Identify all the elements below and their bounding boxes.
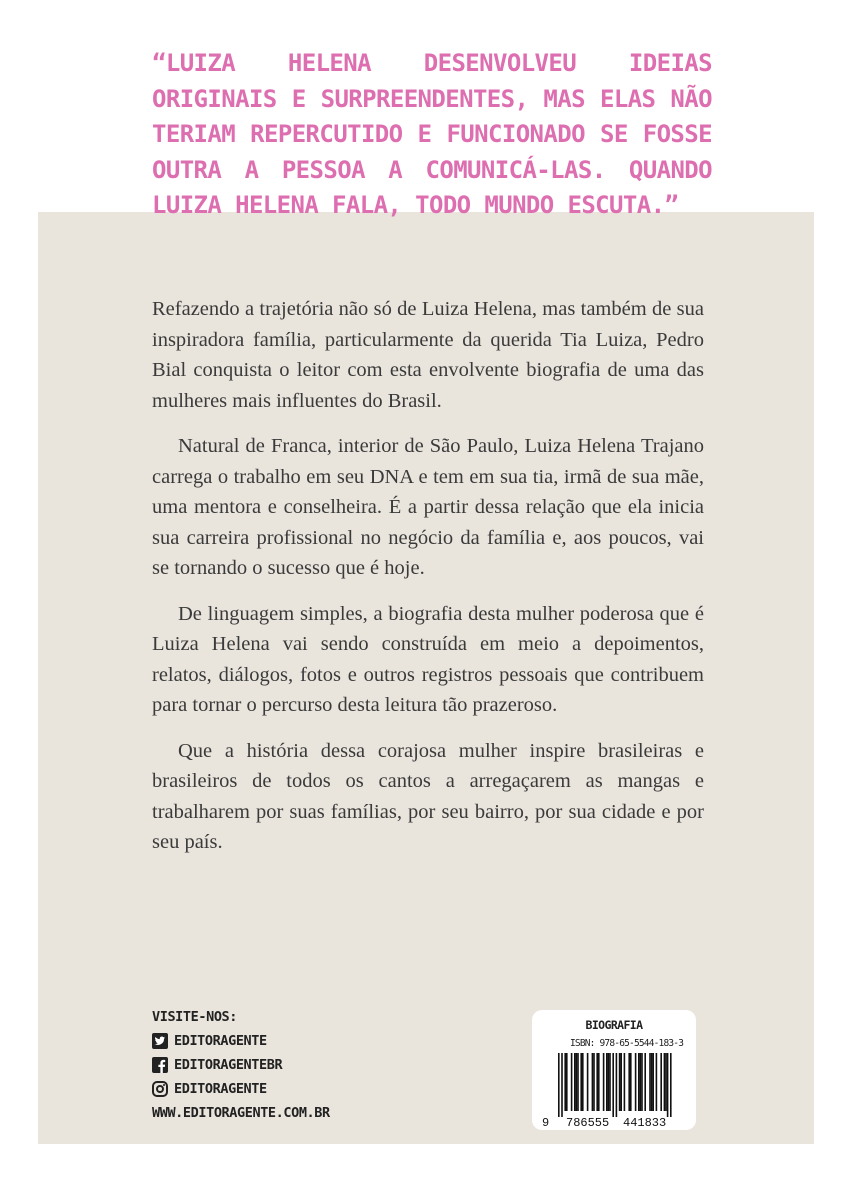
barcode-bar	[641, 1053, 643, 1111]
synopsis-paragraph-1: Refazendo a trajetória não só de Luiza Helena, mas também de sua inspiradora família, particularmente da querida Tia Luiza, Pedro Bial conquista o leitor com esta envolvente biografia de uma das mulheres mais influentes do Brasil.	[152, 298, 704, 412]
facebook-handle: EDITORAGENTEBR	[174, 1057, 283, 1073]
barcode-bar	[603, 1053, 605, 1111]
barcode-bar	[616, 1053, 618, 1117]
barcode-bar	[649, 1053, 651, 1111]
barcode-bar	[635, 1053, 637, 1111]
barcode-bar	[665, 1053, 667, 1111]
facebook-icon	[152, 1057, 168, 1073]
twitter-icon	[152, 1033, 168, 1049]
barcode-bar	[640, 1053, 642, 1111]
synopsis-paragraph-4: Que a história dessa corajosa mulher inspire brasileiras e brasileiros de todos os cantos a arregaçarem as mangas e trabalharem por suas famílias, por seu bairro, por sua cidade e por seu país.	[152, 739, 704, 853]
website-url: WWW.EDITORAGENTE.COM.BR	[152, 1105, 330, 1121]
barcode-bar	[592, 1053, 594, 1111]
barcode-bar	[606, 1053, 608, 1111]
barcode-bar	[608, 1053, 610, 1111]
synopsis-paragraph-2: Natural de Franca, interior de São Paulo, Luiza Helena Trajano carrega o trabalho em seu DNA e tem em sua tia, irmã de sua mãe, uma mentora e conselheira. É a partir dessa relação que ela inicia sua carreira profissional no negócio da família e, aos poucos, vai se tornando o sucesso que é hoje.	[152, 435, 704, 579]
barcode-bar	[619, 1053, 621, 1111]
instagram-link[interactable]	[152, 1077, 452, 1101]
twitter-handle: EDITORAGENTE	[174, 1033, 267, 1049]
instagram-icon	[152, 1081, 168, 1097]
barcode-bar	[670, 1053, 672, 1117]
genre-label: BIOGRAFIA	[585, 1018, 643, 1032]
website-link[interactable]	[152, 1101, 452, 1125]
barcode-bar	[596, 1053, 598, 1111]
barcode-bar	[667, 1053, 669, 1117]
barcode-bar	[593, 1053, 595, 1111]
isbn-text: ISBN: 978-65-5544-183-3	[570, 1038, 684, 1049]
pull-quote: “LUIZA HELENA DESENVOLVEU IDEIAS ORIGINAIS E SURPREENDENTES, MAS ELAS NÃO TERIAM REPERCUTIDO E FUNCIONADO SE FOSSE OUTRA A PESSOA A COMUNICÁ-LAS. QUANDO LUIZA HELENA FALA, TODO MUNDO ESCUTA.”	[152, 49, 712, 219]
barcode-digits-right: 441833	[623, 1116, 667, 1130]
barcode-bar	[630, 1053, 632, 1111]
synopsis	[152, 294, 704, 873]
barcode-bar	[628, 1053, 630, 1111]
barcode-bar	[664, 1053, 666, 1111]
barcode-card	[532, 1010, 696, 1130]
barcode-bar	[571, 1053, 573, 1111]
barcode-digits	[532, 1116, 696, 1128]
facebook-link[interactable]	[152, 1053, 452, 1077]
visit-label: VISITE-NOS:	[152, 1009, 238, 1025]
barcode-bar	[564, 1053, 566, 1111]
barcode-bar	[598, 1053, 600, 1111]
barcode-digit-lead: 9	[542, 1116, 550, 1130]
barcode-bar	[576, 1053, 578, 1111]
barcode-bar	[561, 1053, 563, 1117]
barcode-bar	[609, 1053, 611, 1111]
barcode-bar	[620, 1053, 622, 1111]
barcode-digits-left: 786555	[566, 1116, 610, 1130]
synopsis-paragraph-3: De linguagem simples, a biografia desta mulher poderosa que é Luiza Helena vai sendo construída em meio a depoimentos, relatos, diálogos, fotos e outros registros pessoais que contribuem para tornar o percurso desta leitura tão prazeroso.	[152, 602, 704, 716]
barcode-bar	[651, 1053, 653, 1111]
barcode-bar	[558, 1053, 560, 1117]
barcode-bar	[587, 1053, 589, 1111]
twitter-link[interactable]	[152, 1029, 452, 1053]
barcode-bar	[652, 1053, 654, 1111]
barcode-bar	[577, 1053, 579, 1111]
barcode-bar	[612, 1053, 614, 1117]
barcode-bar	[566, 1053, 568, 1111]
barcode-bar	[660, 1053, 662, 1111]
barcode-bar	[624, 1053, 626, 1111]
barcode-bars	[554, 1053, 680, 1117]
barcode-bar	[580, 1053, 582, 1111]
barcode-bar	[656, 1053, 658, 1111]
barcode-bar	[644, 1053, 646, 1111]
barcode-bar	[582, 1053, 584, 1111]
social-links	[152, 1005, 452, 1125]
barcode-bar	[638, 1053, 640, 1111]
instagram-handle: EDITORAGENTE	[174, 1081, 267, 1097]
barcode-bar	[574, 1053, 576, 1111]
